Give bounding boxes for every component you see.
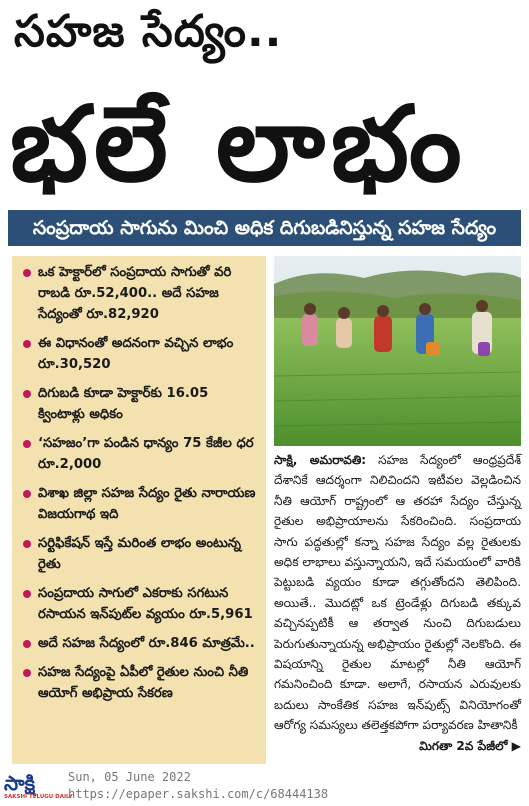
highlight-item [20,483,258,525]
headline-main: భలే లాభం [10,83,468,205]
logo-subtitle: SAKSHI TELUGU DAILY [4,794,73,800]
highlight-item [20,433,258,475]
farmers-field-photo [274,256,521,446]
article-body [274,450,521,756]
highlight-item [20,633,258,654]
highlight-text: ‘సహజం’గా పండిన ధాన్యం 75 కేజీల ధర రూ.2,000 [38,436,254,472]
highlights-sidebar [12,256,266,764]
source-url[interactable]: https://epaper.sakshi.com/c/68444138 [68,787,329,801]
source-meta [68,769,328,803]
logo-text: సాక్షి [4,771,36,795]
bullet-icon [23,640,31,648]
body-text: సహజ సేద్యంలో ఆంధ్రప్రదేశ్‌ దేశానికే ఆదర్శంగా నిలిచిందని ఇటీవల వెల్లడించిన నీతి ఆయోగ్‌ రాష్ట్రంలో ఆ తరహా సేద్యం చేస్తున్న రైతుల అభిప్రాయాలను సేకరించింది. సంప్రదాయ సాగు పద్ధతుల్లో కన్నా సహజ సేద్యం వల్ల రైతులకు అధిక లాభాలు వస్తున్నాయని, ఇదే సమయంలో వారికి పెట్టుబడి వ్యయం కూడా తగ్గుతోందని తెలిపింది. అయితే.. మొదట్లో ఒక ట్రెండేళ్లు దిగుబడి తక్కువ వచ్చినప్పటికీ ఆ తర్వాత నుంచి దిగుబడులు పెరుగుతున్నాయన్న అభిప్రాయం రైతుల్లో నెలకొంది. ఈ విషయాన్ని రైతుల మాటల్లో నీతి ఆయోగ్‌ గమనించింది కూడా. అలాగే, రసాయన ఎరువులకు బదులు సాంకేతిక సహజ ఇన్‌పుట్స్‌ వినియోగంతో ఆరోగ్య సమస్యలు తలెత్తకపోగా పర్యావరణ హితానికీ [274,453,521,733]
highlight-item [20,333,258,375]
bullet-icon [23,340,31,348]
bullet-icon [23,269,31,277]
highlight-text: ఈ విధానంతో అదనంగా వచ్చిన లాభం రూ.30,520 [38,336,234,372]
bullet-icon [23,490,31,498]
highlight-text: దిగుబడి కూడా హెక్టార్‌కు 16.05 క్వింటాళ్లు అధికం [38,386,209,422]
continued-note: మిగతా 2వ పేజీలో ▶ [419,738,521,753]
highlight-item [20,533,258,575]
highlight-text: ఒక హెక్టార్‌లో సంప్రదాయ సాగుతో వరి రాబడి రూ.52,400.. అదే సహజ సేద్యంతో రూ.82,920 [38,265,232,322]
bullet-icon [23,440,31,448]
highlight-text: సంప్రదాయ సాగులో ఎకరాకు సగటున రసాయన ఇన్‌పుట్‌ల వ్యయం రూ.5,961 [38,586,253,622]
highlight-item [20,262,258,325]
highlight-item [20,583,258,625]
sakshi-logo [4,771,73,802]
subheadline-banner: సంప్రదాయ సాగును మించి అధిక దిగుబడినిస్తున్న సహజ సేద్యం [8,210,521,246]
highlight-text: విశాఖ జిల్లా సహజ సేద్యం రైతు నారాయణ విజయగాథ ఇది [38,486,256,522]
highlights-list [12,256,266,704]
bullet-icon [23,669,31,677]
highlight-text: సహజ సేద్యంపై ఏపీలో రైతుల నుంచి నీతి ఆయోగ్‌ అభిప్రాయ సేకరణ [38,665,249,701]
dateline: సాక్షి, అమరావతి: [274,453,367,467]
bullet-icon [23,590,31,598]
highlight-text: సర్టిఫికేషన్‌ ఇస్తే మరింత లాభం అంటున్న రైతు [38,536,241,572]
headline-kicker: సహజ సేద్యం.. [14,6,283,57]
bullet-icon [23,390,31,398]
highlight-item [20,383,258,425]
highlight-text: అదే సహజ సేద్యంలో రూ.846 మాత్రమే.. [38,636,255,651]
page-footer [0,766,529,806]
bullet-icon [23,540,31,548]
highlight-item [20,662,258,704]
publish-date: Sun, 05 June 2022 [68,770,191,784]
